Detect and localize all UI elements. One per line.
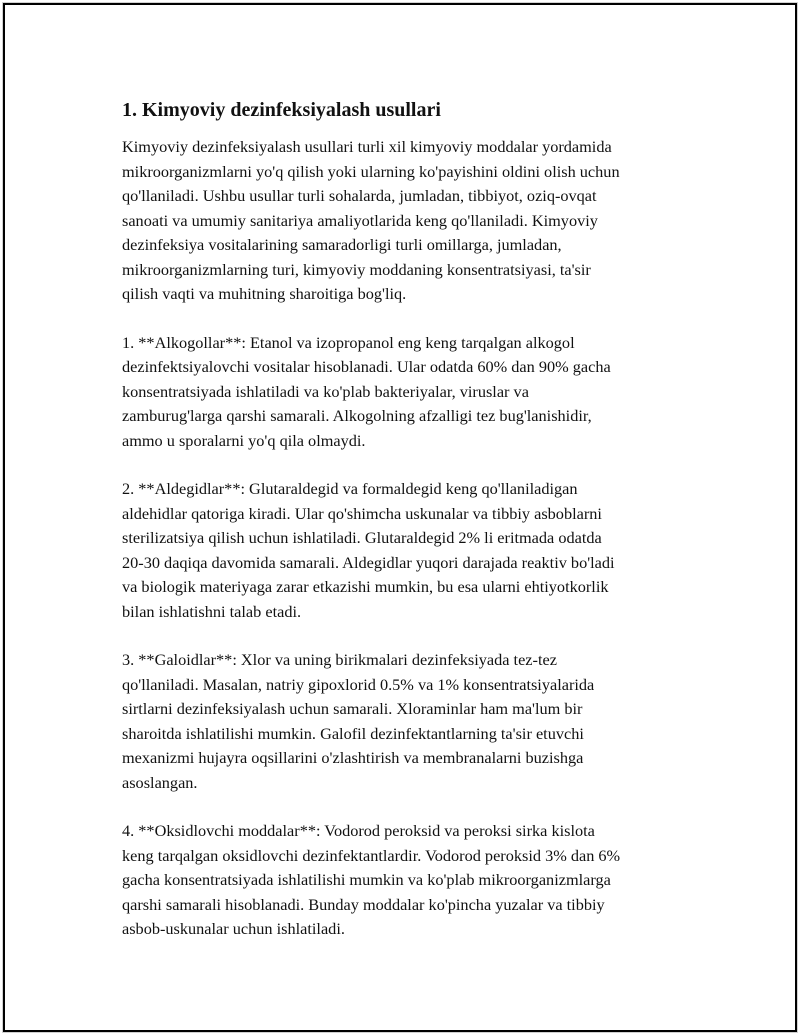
document-body: [122, 97, 702, 966]
halogens-paragraph: 3. **Galoidlar**: Xlor va uning birikmalari dezinfeksiyada tez-tez qo'llaniladi. Masalan, natriy gipoxlorid 0.5% va 1% konsentratsiyalarida sirtlarni dezinfeksiyalash uchun samarali. Xloraminlar ham ma'lum bir sharoitda ishlatilishi mumkin. Galofil dezinfektantlarning ta'sir etuvchi mexanizmi hujayra oqsillarini o'zlashtirish va membranalarni buzishga asoslangan.: [122, 650, 595, 792]
intro-paragraph: Kimyoviy dezinfeksiyalash usullari turli xil kimyoviy moddalar yordamida mikroorganizmlarni yo'q qilish yoki ularning ko'payishini oldini olish uchun qo'llaniladi. Ushbu usullar turli sohalarda, jumladan, tibbiyot, oziq-ovqat sanoati va umumiy sanitariya amaliyotlarida keng qo'llaniladi. Kimyoviy dezinfeksiya vositalarining samaradorligi turli omillarga, jumladan, mikroorganizmlarning turi, kimyoviy moddaning konsentratsiyasi, ta'sir qilish vaqti va muhitning sharoitiga bog'liq.: [122, 137, 620, 303]
document-page: [3, 3, 797, 1032]
oxidizers-paragraph: 4. **Oksidlovchi moddalar**: Vodorod peroksid va peroksi sirka kislota keng tarqalgan oksidlovchi dezinfektantlardir. Vodorod peroksid 3% dan 6% gacha konsentratsiyada ishlatilishi mumkin va ko'plab mikroorganizmlarga qarshi samarali hisoblanadi. Bunday moddalar ko'pincha yuzalar va tibbiy asbob-uskunalar uchun ishlatiladi.: [122, 821, 621, 938]
alcohols-paragraph: 1. **Alkogollar**: Etanol va izopropanol eng keng tarqalgan alkogol dezinfektsiyalovchi vositalar hisoblanadi. Ular odatda 60% dan 90% gacha konsentratsiyada ishlatiladi va ko'plab bakteriyalar, viruslar va zamburug'larga qarshi samarali. Alkogolning afzalligi tez bug'lanishidir, ammo u sporalarni yo'q qila olmaydi.: [122, 332, 611, 450]
aldehydes-paragraph: 2. **Aldegidlar**: Glutaraldegid va formaldegid keng qo'llaniladigan aldehidlar qatoriga kiradi. Ular qo'shimcha uskunalar va tibbiy asboblarni sterilizatsiya qilish uchun ishlatiladi. Glutaraldegid 2% li eritmada odatda 20-30 daqiqa davomida samarali. Aldegidlar yuqori darajada reaktiv bo'ladi va biologik materiyaga zarar etkazishi mumkin, bu esa ularni ehtiyotkorlik bilan ishlatishni talab etadi.: [122, 479, 615, 621]
section-heading: 1. Kimyoviy dezinfeksiyalash usullari: [122, 99, 441, 121]
